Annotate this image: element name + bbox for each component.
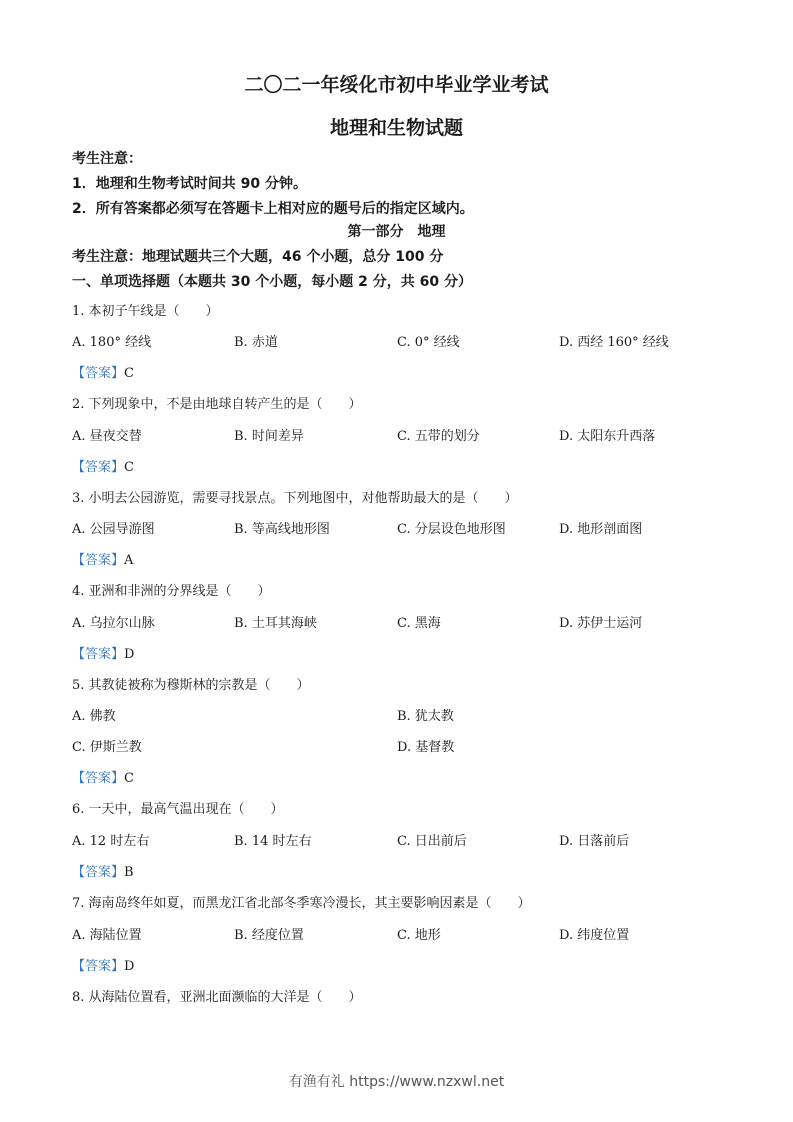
answer-line	[72, 955, 134, 974]
option-d: D. 西经 160° 经线	[559, 335, 669, 350]
option-b: B. 等高线地形图	[234, 522, 330, 537]
option-d: D. 基督教	[397, 740, 455, 755]
answer-tag: 【答案】	[72, 771, 125, 786]
option-a: A. 12 时左右	[72, 834, 150, 849]
option-d: D. 日落前后	[559, 834, 630, 849]
option-d: D. 纬度位置	[559, 928, 630, 943]
option-c: C. 五带的划分	[397, 429, 480, 444]
option-a: A. 乌拉尔山脉	[72, 616, 155, 631]
notice-item-1: 1．地理和生物考试时间共 90 分钟。	[72, 176, 307, 192]
option-d: D. 太阳东升西落	[559, 429, 656, 444]
question-stem: 6. 一天中，最高气温出现在（ ）	[72, 802, 284, 817]
page-subtitle: 地理和生物试题	[329, 117, 463, 139]
question-stem: 1. 本初子午线是（ ）	[72, 304, 219, 319]
option-b: B. 14 时左右	[234, 834, 312, 849]
option-b: B. 经度位置	[234, 928, 304, 943]
answer-value: C	[124, 460, 134, 475]
option-a: A. 公园导游图	[72, 522, 155, 537]
option-c: C. 地形	[397, 928, 441, 943]
answer-value: C	[124, 366, 134, 381]
question-stem: 8. 从海陆位置看，亚洲北面濒临的大洋是（ ）	[72, 990, 362, 1005]
page-title: 二〇二一年绥化市初中毕业学业考试	[244, 74, 549, 96]
part-notice: 考生注意：地理试题共三个大题，46 个小题，总分 100 分	[72, 249, 444, 265]
option-a: A. 海陆位置	[72, 928, 142, 943]
option-b: B. 时间差异	[234, 429, 304, 444]
option-c: C. 伊斯兰教	[72, 740, 142, 755]
answer-tag: 【答案】	[72, 460, 125, 475]
footer-watermark[interactable]: 有渔有礼 https://www.nzxwl.net	[288, 1074, 505, 1090]
answer-value: C	[124, 771, 134, 786]
question-stem: 4. 亚洲和非洲的分界线是（ ）	[72, 584, 271, 599]
answer-line	[72, 767, 134, 786]
option-a: A. 昼夜交替	[72, 429, 142, 444]
section-heading: 一、单项选择题（本题共 30 个小题，每小题 2 分，共 60 分）	[72, 274, 472, 290]
option-c: C. 黑海	[397, 616, 441, 631]
option-d: D. 地形剖面图	[559, 522, 643, 537]
answer-tag: 【答案】	[72, 865, 125, 880]
answer-line	[72, 362, 134, 381]
question-stem: 2. 下列现象中，不是由地球自转产生的是（ ）	[72, 397, 362, 412]
answer-value: D	[124, 959, 135, 974]
notice-heading: 考生注意：	[72, 151, 142, 167]
option-c: C. 日出前后	[397, 834, 467, 849]
part-heading: 第一部分 地理	[347, 224, 446, 240]
answer-line	[72, 643, 134, 662]
answer-tag: 【答案】	[72, 647, 125, 662]
option-b: B. 赤道	[234, 335, 278, 350]
answer-line	[72, 861, 134, 880]
option-b: B. 犹太教	[397, 709, 454, 724]
option-d: D. 苏伊士运河	[559, 616, 643, 631]
answer-line	[72, 456, 134, 475]
option-a: A. 佛教	[72, 709, 116, 724]
option-b: B. 土耳其海峡	[234, 616, 317, 631]
question-stem: 3. 小明去公园游览，需要寻找景点。下列地图中，对他帮助最大的是（ ）	[72, 491, 518, 506]
question-stem: 5. 其教徒被称为穆斯林的宗教是（ ）	[72, 678, 310, 693]
answer-value: A	[124, 553, 134, 568]
notice-item-2: 2．所有答案都必须写在答题卡上相对应的题号后的指定区域内。	[72, 201, 474, 217]
answer-tag: 【答案】	[72, 366, 125, 381]
option-c: C. 分层设色地形图	[397, 522, 506, 537]
option-a: A. 180° 经线	[72, 335, 152, 350]
question-stem: 7. 海南岛终年如夏，而黑龙江省北部冬季寒冷漫长，其主要影响因素是（ ）	[72, 896, 531, 911]
option-c: C. 0° 经线	[397, 335, 460, 350]
answer-line	[72, 549, 133, 568]
answer-tag: 【答案】	[72, 959, 125, 974]
answer-value: D	[124, 647, 135, 662]
answer-tag: 【答案】	[72, 553, 125, 568]
answer-value: B	[124, 865, 134, 880]
